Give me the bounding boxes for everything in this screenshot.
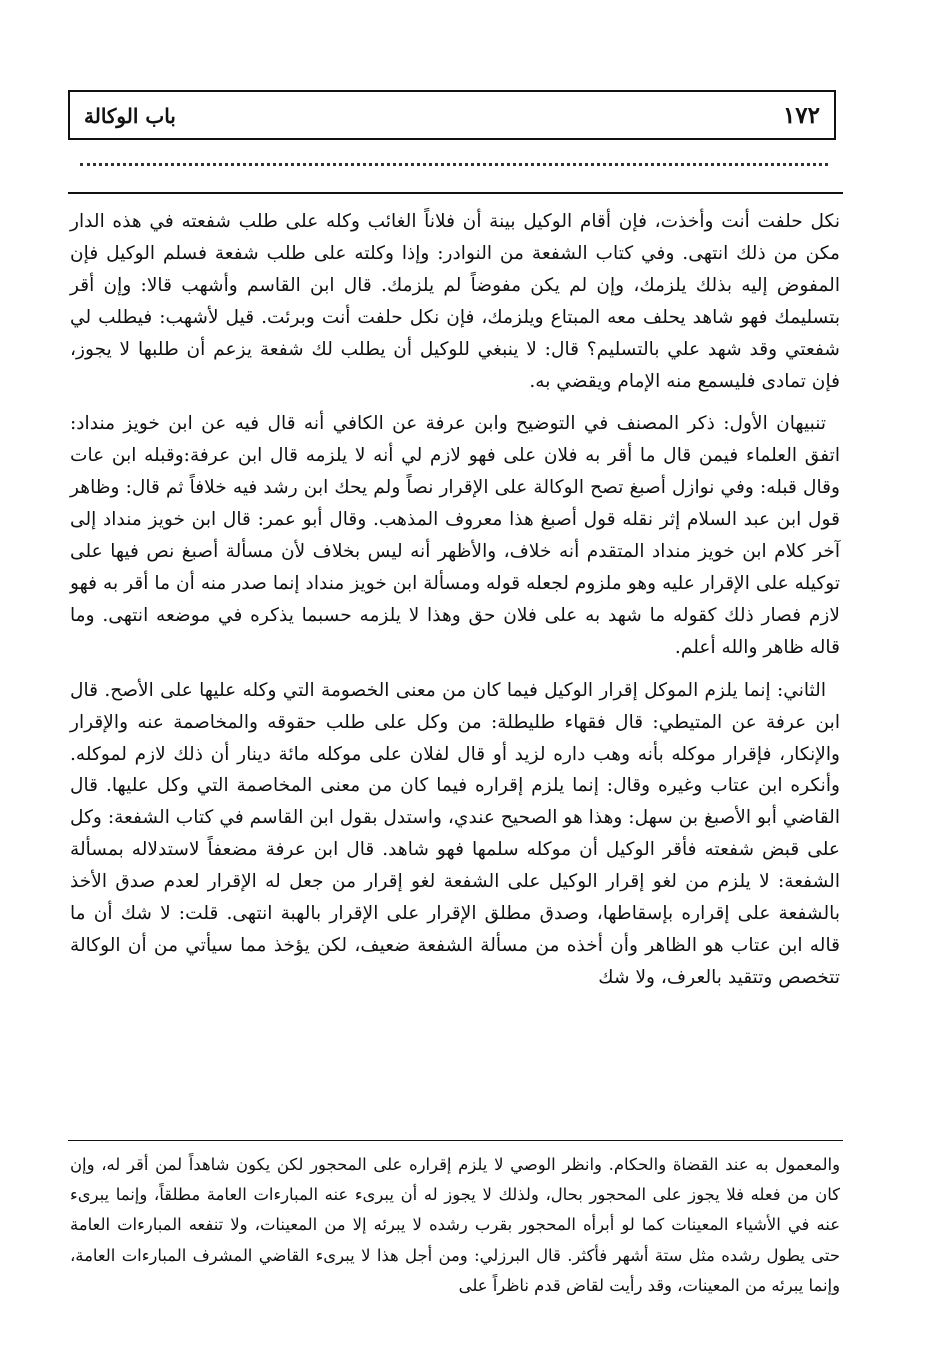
- text-top-rule: [68, 192, 843, 194]
- footnote: [70, 1150, 840, 1301]
- dotted-divider: [80, 163, 828, 166]
- paragraph: تنبيهان الأول: ذكر المصنف في التوضيح وابن عرفة عن الكافي أنه قال فيه عن ابن خويز منداد: اتفق العلماء فيمن قال ما أقر به فلان على فهو لازم لي أنه لا يلزمه قال ابن عرفة:وقبله ابن عات وقال قبله: وفي نوازل أصبغ تصح الوكالة على الإقرار نصاً ولم يحك ابن رشد فيه خلافاً ثم قال: وظاهر قول ابن عبد السلام إثر نقله قول أصبغ هذا معروف المذهب. وقال أبو عمر: قال ابن خويز منداد إلى آخر كلام ابن خويز منداد المتقدم أنه خلاف، والأظهر أنه ليس بخلاف لأن مسألة أصبغ نص فيها على توكيله على الإقرار عليه وهو ملزوم لجعله قوله ومسألة ابن خويز منداد إنما صدر منه أن ما أقر به فهو لازم فصار ذلك كقوله ما شهد به على فلان حق وهذا لا يلزمه حسبما يذكره في موضعه انتهى. وما قاله ظاهر والله أعلم.: [70, 413, 840, 658]
- running-header: [68, 90, 836, 140]
- main-text: [70, 206, 840, 1005]
- page-number: ١٧٢: [782, 102, 820, 129]
- footnote-divider: [68, 1140, 843, 1141]
- chapter-title: باب الوكالة: [84, 104, 176, 128]
- footnote-paragraph: والمعمول به عند القضاة والحكام. وانظر الوصي لا يلزم إقراره على المحجور لكن يكون شاهداً لمن أقر له، وإن كان من فعله فلا يجوز على المحجور بحال، ولذلك لا يجوز له أن يبرىء عنه المبارءات العامة مطلقاً، وإنما يبرىء عنه في الأشياء المعينات كما لو أبرأه المحجور بقرب رشده لا يبرئه إلا من المعينات، ولا تنفعه المبارءات العامة حتى يطول رشده مثل ستة أشهر فأكثر. قال البرزلي: ومن أجل هذا لا يبرىء القاضي المشرف المبارءات العامة، وإنما يبرئه من المعينات، وقد رأيت لقاض قدم ناظراً على: [70, 1155, 840, 1295]
- paragraph: نكل حلفت أنت وأخذت، فإن أقام الوكيل بينة أن فلاناً الغائب وكله على طلب شفعته في هذه الدار مكن من ذلك انتهى. وفي كتاب الشفعة من النوادر: وإذا وكلته على طلب شفعة فسلم الوكيل فإن المفوض إليه بذلك يلزمك، وإن لم يكن مفوضاً لم يلزمك. قال ابن القاسم وأشهب قالا: وإن أقر بتسليمك فهو شاهد يحلف معه المبتاع ويلزمك، فإن نكل حلفت أنت وبرئت. قيل لأشهب: فيطلب لي شفعتي وقد شهد علي بالتسليم؟ قال: لا ينبغي للوكيل أن يطلب لك شفعة يزعم أن طلبها لا يجوز، فإن تمادى فليسمع منه الإمام ويقضي به.: [70, 211, 840, 392]
- paragraph: الثاني: إنما يلزم الموكل إقرار الوكيل فيما كان من معنى الخصومة التي وكله عليها على الأصح. قال ابن عرفة عن المتيطي: قال فقهاء طليطلة: من وكل على طلب حقوقه والمخاصمة عنه والإقرار والإنكار، فإقرار موكله بأنه وهب داره لزيد أو قال لفلان على موكله مائة دينار أن ذلك لازم لموكله. وأنكره ابن عتاب وغيره وقال: إنما يلزم إقراره فيما كان من معنى المخاصمة التي وكل عليها. قال القاضي أبو الأصبغ بن سهل: وهذا هو الصحيح عندي، واستدل بقول ابن القاسم في كتاب الشفعة: وكل على قبض شفعته فأقر الوكيل أن موكله سلمها فهو شاهد. قال ابن عرفة مضعفاً لاستدلاله بمسألة الشفعة: لا يلزم من لغو إقرار الوكيل على الشفعة لغو إقرار من جعل له الإقرار لعدم صدق الأخذ بالشفعة على إقراره بإسقاطها، وصدق مطلق الإقرار على الإقرار بالهبة انتهى. قلت: لا شك أن ما قاله ابن عتاب هو الظاهر وأن أخذه من مسألة الشفعة ضعيف، لكن يؤخذ مما سيأتي من أن الوكالة تتخصص وتتقيد بالعرف، ولا شك: [70, 679, 840, 988]
